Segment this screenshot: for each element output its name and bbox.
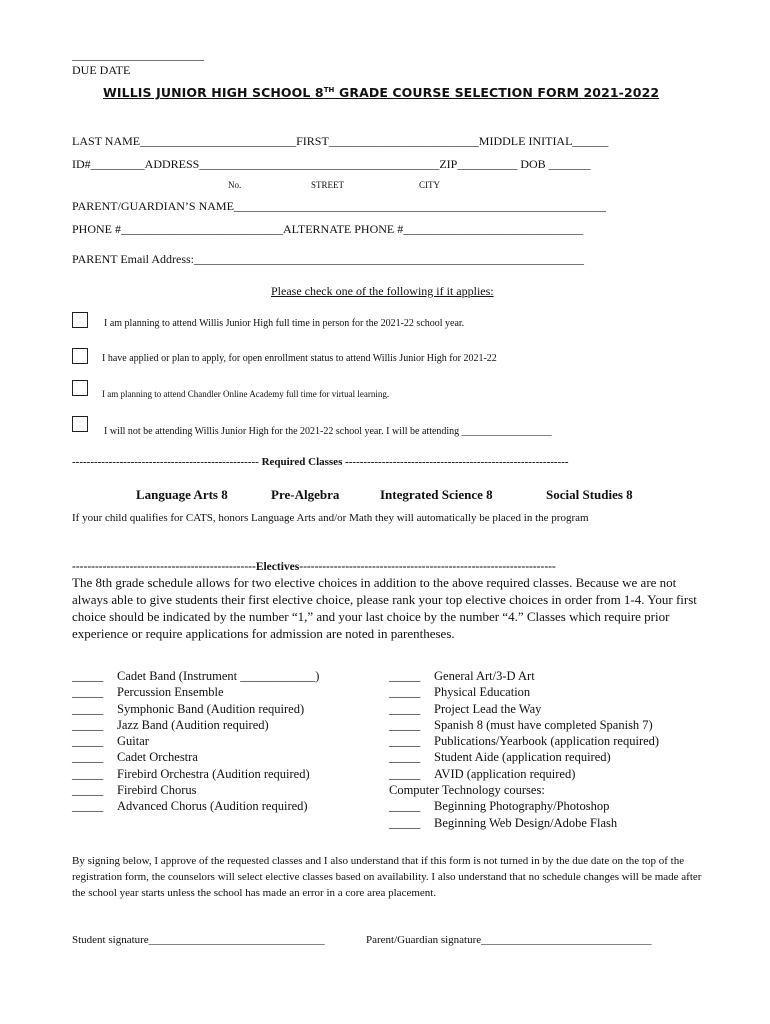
rank-blank[interactable]: _____ [389,799,421,814]
elective-row[interactable] [389,668,659,684]
form-title-rest: GRADE COURSE SELECTION FORM 2021-2022 [334,85,660,100]
rank-blank[interactable]: _____ [72,701,104,716]
attendance-option-4: I will not be attending Willis Junior High for the 2021-22 school year. I will be attending __________________ [104,426,552,437]
elective-row[interactable] [72,733,319,749]
form-title-superscript: TH [323,85,335,94]
form-title-main: WILLIS JUNIOR HIGH SCHOOL 8 [103,85,324,100]
attendance-checkbox-4[interactable] [72,416,88,432]
elective-label: Beginning Web Design/Adobe Flash [434,815,618,830]
elective-row[interactable] [389,733,659,749]
address-sublabel-city: CITY [419,180,440,190]
cats-note: If your child qualifies for CATS, honors Language Arts and/or Math they will automatically be placed in the program [72,512,589,524]
rank-blank[interactable]: _____ [72,750,104,765]
elective-row[interactable] [389,766,659,782]
rank-blank[interactable]: _____ [389,669,421,683]
rank-blank[interactable]: _____ [389,815,421,830]
id-address-fields[interactable]: ID#_________ADDRESS________________________________________ZIP__________ DOB _______ [72,157,591,171]
rank-blank[interactable]: _____ [389,685,421,700]
agreement-text: By signing below, I approve of the requested classes and I also understand that if this form is not turned in by the due date on the top of the registration form, the counselors will select elective classes based on availability. I also understand that no schedule changes will be made after the school year starts unless the school has made an error in a core area placement. [72,855,702,899]
attendance-option-2: I have applied or plan to apply, for open enrollment status to attend Willis Junior High for 2021-22 [102,353,497,364]
elective-row[interactable] [72,668,319,684]
elective-row[interactable] [72,701,319,717]
electives-right-column [389,668,659,831]
computer-technology-heading: Computer Technology courses: [389,783,545,798]
required-class-social-studies: Social Studies 8 [546,487,633,502]
elective-row[interactable] [389,815,659,831]
attendance-checkbox-1[interactable] [72,312,88,328]
parent-email-field[interactable]: PARENT Email Address:_________________________________________________________________ [72,252,585,266]
elective-label: Firebird Orchestra (Audition required) [117,766,310,781]
rank-blank[interactable]: _____ [72,685,104,700]
elective-row[interactable] [389,717,659,733]
elective-label: Symphonic Band (Audition required) [117,701,305,716]
attendance-option-3: I am planning to attend Chandler Online Academy full time for virtual learning. [102,389,390,399]
rank-blank[interactable]: _____ [72,783,104,798]
rank-blank[interactable]: _____ [389,766,421,781]
rank-blank[interactable]: _____ [389,750,421,765]
elective-label: Publications/Yearbook (application required) [434,734,660,749]
required-class-pre-algebra: Pre-Algebra [271,487,340,502]
elective-row[interactable] [72,798,319,814]
rank-blank[interactable]: _____ [72,734,104,749]
elective-label: Firebird Chorus [117,783,197,798]
elective-label: Physical Education [434,685,531,700]
rank-blank[interactable]: _____ [389,734,421,749]
attendance-checkbox-3[interactable] [72,380,88,396]
form-title [103,85,659,100]
electives-instructions: The 8th grade schedule allows for two elective choices in addition to the above required classes. Because we are not always able to give students their first elective choice, please rank your top elective choices in order from 1-4. Your first choice should be indicated by the number “1,” and your last choice by the number “4.” Classes which require prior experience or require applications for admission are noted in parentheses. [72,575,697,641]
attendance-checkbox-2[interactable] [72,348,88,364]
rank-blank[interactable]: _____ [72,717,104,732]
attendance-option-1: I am planning to attend Willis Junior High full time in person for the 2021-22 school year. [104,318,465,329]
address-sublabel-no: No. [228,180,242,190]
parent-signature-field[interactable]: Parent/Guardian signature_______________________________ [366,934,652,946]
required-classes-divider: --------------------------------------------------- Required Classes ------------------------------------------------------------- [72,456,569,468]
due-date-blank[interactable]: ______________________ [72,48,204,62]
parent-name-field[interactable]: PARENT/GUARDIAN’S NAME______________________________________________________________ [72,199,606,213]
elective-row[interactable] [389,684,659,700]
elective-label: Cadet Band (Instrument ____________) [117,669,320,683]
elective-row[interactable] [389,701,659,717]
elective-row[interactable] [389,749,659,765]
elective-label: Cadet Orchestra [117,750,198,765]
elective-row[interactable] [72,684,319,700]
required-class-language-arts: Language Arts 8 [136,487,228,502]
attendance-prompt: Please check one of the following if it applies: [271,284,494,298]
elective-label: Percussion Ensemble [117,685,224,700]
elective-label: Jazz Band (Audition required) [117,717,269,732]
elective-row[interactable] [72,749,319,765]
elective-label: Advanced Chorus (Audition required) [117,799,308,814]
rank-blank[interactable]: _____ [72,799,104,814]
phone-fields[interactable]: PHONE #___________________________ALTERNATE PHONE #______________________________ [72,222,584,236]
rank-blank[interactable]: _____ [389,717,421,732]
elective-label: AVID (application required) [434,766,576,781]
elective-row[interactable] [72,717,319,733]
elective-label: Beginning Photography/Photoshop [434,799,610,814]
name-fields[interactable]: LAST NAME__________________________FIRST_________________________MIDDLE INITIAL______ [72,134,609,148]
due-date-label: DUE DATE [72,63,131,77]
elective-row[interactable] [72,782,319,798]
electives-left-column [72,668,319,815]
elective-label: Project Lead the Way [434,701,542,716]
student-signature-field[interactable]: Student signature________________________________ [72,934,325,946]
elective-label: Guitar [117,734,149,749]
rank-blank[interactable]: _____ [72,766,104,781]
rank-blank[interactable]: _____ [72,669,104,683]
address-sublabel-street: STREET [311,180,344,190]
elective-label: General Art/3-D Art [434,669,535,683]
rank-blank[interactable]: _____ [389,701,421,716]
elective-row[interactable] [72,766,319,782]
elective-row[interactable] [389,798,659,814]
elective-label: Spanish 8 (must have completed Spanish 7) [434,717,653,732]
elective-label: Student Aide (application required) [434,750,611,765]
electives-divider: ------------------------------------------------Electives------------------------------------------------------------------- [72,561,556,573]
required-class-science: Integrated Science 8 [380,487,493,502]
